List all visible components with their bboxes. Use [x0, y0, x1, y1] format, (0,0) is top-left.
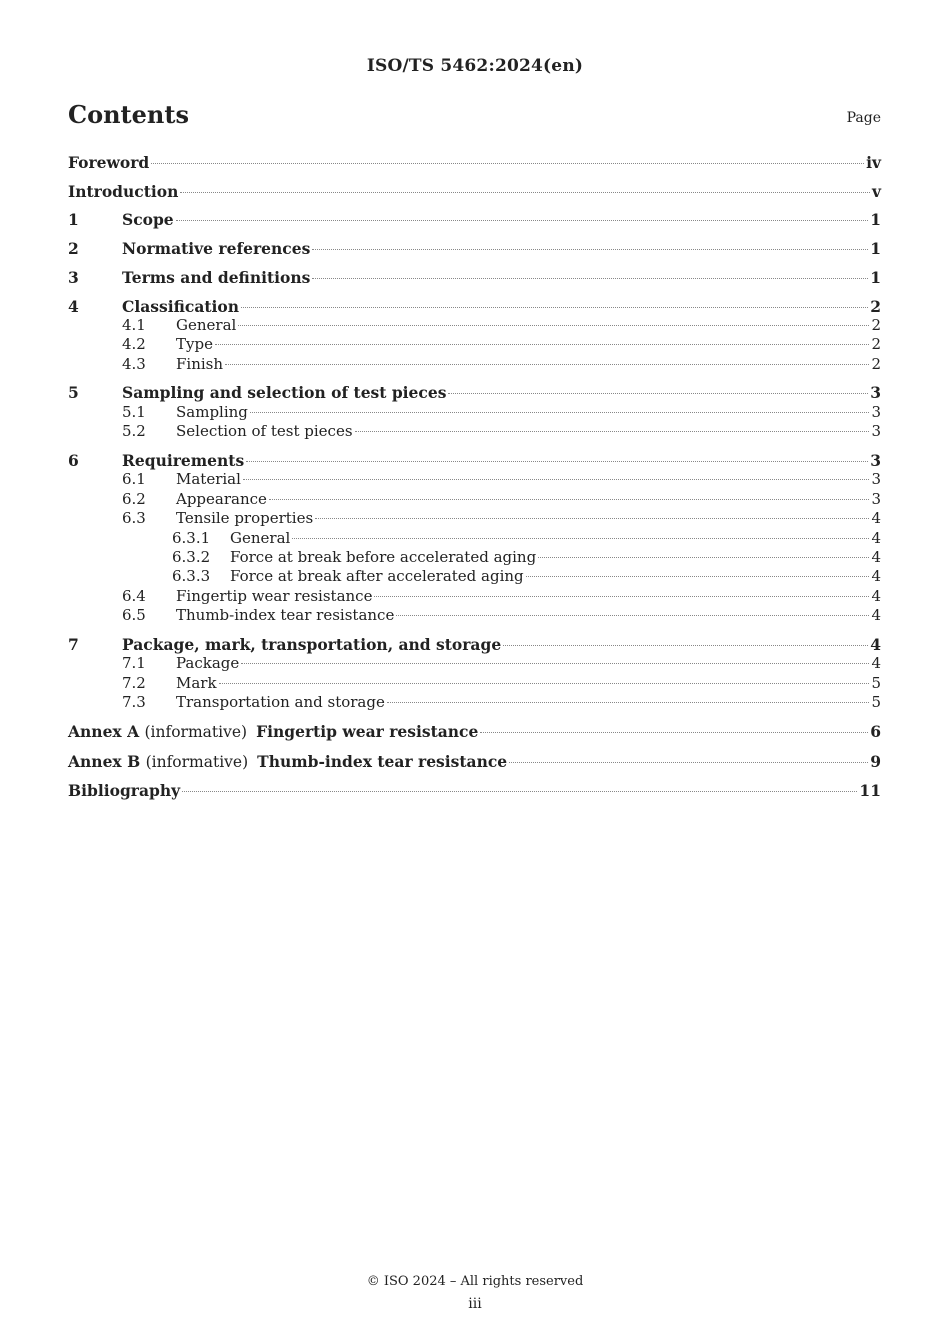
toc-entry-page: 4	[871, 509, 881, 528]
dot-leader	[182, 791, 857, 792]
toc-entry-number: 6	[68, 450, 79, 470]
page-number: iii	[468, 1296, 482, 1312]
toc-entry-title: Appearance	[176, 489, 267, 508]
dot-leader	[241, 307, 868, 308]
toc-entry[interactable]	[68, 693, 881, 712]
toc-entry-number: 2	[68, 239, 79, 259]
dot-leader	[246, 461, 868, 462]
toc-entry-title: Requirements	[122, 450, 245, 470]
toc-entry-title: General	[230, 528, 291, 547]
toc-annex-label: Annex B	[68, 751, 141, 771]
toc-entry-page: 4	[871, 528, 881, 547]
toc-entry[interactable]	[68, 355, 881, 374]
toc-entry-title: General	[176, 315, 237, 334]
dot-leader	[238, 325, 869, 326]
toc-entry[interactable]	[68, 316, 881, 335]
toc-entry-page: 4	[870, 634, 881, 654]
contents-title: Contents	[68, 100, 189, 129]
dot-leader	[225, 364, 869, 365]
dot-leader	[312, 249, 868, 250]
toc-entry[interactable]	[68, 210, 881, 229]
toc-entry[interactable]	[68, 654, 881, 673]
toc-entry-number: 6.4	[122, 586, 146, 605]
toc-entry-number: 7	[68, 634, 79, 654]
toc-annex-info: (informative)	[144, 722, 248, 741]
toc-entry[interactable]	[68, 451, 881, 470]
toc-entry-number: 7.1	[122, 654, 146, 673]
toc-entry-title: Force at break after accelerated aging	[230, 567, 524, 586]
toc-entry-page: 2	[871, 335, 881, 354]
toc-entry-page: 3	[870, 383, 881, 403]
toc-entry-title: Fingertip wear resistance	[176, 586, 373, 605]
toc-entry[interactable]	[68, 752, 881, 772]
toc-entry-number: 4.1	[122, 315, 146, 334]
dot-leader	[526, 576, 870, 577]
toc-entry-number: 4.3	[122, 354, 146, 373]
toc-entry-title: Bibliography	[68, 781, 181, 801]
toc-entry-page: 1	[870, 239, 881, 259]
toc-annex-label: Annex A	[68, 721, 140, 741]
toc-entry-number: 6.3	[122, 509, 146, 528]
toc-entry-number: 4.2	[122, 335, 146, 354]
toc-entry-number: 4	[68, 296, 79, 316]
dot-leader	[215, 344, 869, 345]
toc-entry-number: 7.3	[122, 693, 146, 712]
toc-entry-page: iv	[866, 153, 881, 172]
dot-leader	[315, 518, 869, 519]
dot-leader	[538, 557, 869, 558]
toc-entry-title: Package, mark, transportation, and storage	[122, 634, 502, 654]
table-of-contents	[68, 150, 881, 801]
toc-entry-title: Sampling and selection of test pieces	[122, 383, 447, 403]
toc-entry-title: Thumb-index tear resistance	[176, 606, 395, 625]
dot-leader	[387, 702, 870, 703]
toc-entry-title: Terms and definitions	[122, 267, 311, 287]
dot-leader	[243, 479, 870, 480]
toc-entry[interactable]	[68, 470, 881, 489]
toc-entry-number: 7.2	[122, 673, 146, 692]
toc-entry-number: 5.2	[122, 422, 146, 441]
toc-entry-page: 4	[871, 606, 881, 625]
toc-entry-page: 9	[870, 751, 881, 771]
copyright-notice: © ISO 2024 – All rights reserved	[366, 1274, 584, 1289]
toc-entry[interactable]	[68, 268, 881, 287]
toc-entry-number: 6.5	[122, 606, 146, 625]
dot-leader	[374, 596, 869, 597]
toc-entry-number: 6.3.2	[172, 547, 211, 566]
dot-leader	[250, 412, 870, 413]
toc-entry[interactable]	[68, 153, 881, 172]
toc-entry-page: 3	[871, 470, 881, 489]
dot-leader	[355, 431, 870, 432]
toc-entry[interactable]	[68, 567, 881, 586]
toc-entry-page: 2	[871, 315, 881, 334]
toc-entry-title: Classification	[122, 296, 240, 316]
toc-entry[interactable]	[68, 722, 881, 742]
toc-entry-page: 1	[870, 267, 881, 287]
toc-entry[interactable]	[68, 635, 881, 654]
dot-leader	[292, 538, 869, 539]
toc-entry-title: Selection of test pieces	[176, 422, 353, 441]
toc-entry-number: 6.3.3	[172, 567, 211, 586]
toc-entry-title: Foreword	[68, 153, 150, 172]
toc-entry[interactable]	[68, 297, 881, 316]
toc-entry-number: 6.3.1	[172, 528, 211, 547]
toc-entry[interactable]	[68, 403, 881, 422]
toc-entry-title: Finish	[176, 354, 224, 373]
toc-entry-page: 5	[871, 693, 881, 712]
toc-entry-page: 4	[871, 547, 881, 566]
toc-entry-page: 3	[870, 450, 881, 470]
toc-entry-number: 6.2	[122, 489, 146, 508]
page-column-label: Page	[846, 110, 881, 126]
toc-entry-title: Material	[176, 470, 241, 489]
toc-entry-page: 5	[871, 673, 881, 692]
toc-entry-page: 1	[870, 210, 881, 230]
toc-entry[interactable]	[68, 239, 881, 258]
toc-entry[interactable]	[68, 383, 881, 402]
toc-entry-page: 6	[870, 721, 881, 741]
dot-leader	[312, 278, 868, 279]
dot-leader	[509, 762, 868, 763]
dot-leader	[241, 663, 869, 664]
toc-entry-title: Fingertip wear resistance	[256, 721, 479, 741]
dot-leader	[269, 499, 870, 500]
toc-entry-title: Tensile properties	[176, 509, 314, 528]
dot-leader	[176, 220, 869, 221]
toc-entry-number: 5	[68, 383, 79, 403]
toc-annex-info: (informative)	[145, 752, 249, 771]
toc-entry-page: 11	[859, 781, 881, 801]
toc-entry-page: 2	[871, 354, 881, 373]
toc-entry-number: 6.1	[122, 470, 146, 489]
toc-entry-title: Sampling	[176, 402, 248, 421]
toc-entry[interactable]	[68, 674, 881, 693]
toc-entry-page: 3	[871, 422, 881, 441]
toc-entry-page: 3	[871, 489, 881, 508]
toc-entry[interactable]	[68, 422, 881, 441]
dot-leader	[219, 683, 870, 684]
dot-leader	[480, 732, 868, 733]
dot-leader	[180, 192, 870, 193]
toc-entry-page: 4	[871, 567, 881, 586]
toc-entry-number: 1	[68, 210, 79, 230]
toc-entry[interactable]	[68, 335, 881, 354]
toc-entry-number: 5.1	[122, 402, 146, 421]
dot-leader	[151, 163, 864, 164]
toc-entry-page: 4	[871, 586, 881, 605]
dot-leader	[448, 393, 868, 394]
toc-entry[interactable]	[68, 606, 881, 625]
toc-entry[interactable]	[68, 490, 881, 509]
toc-entry[interactable]	[68, 529, 881, 548]
toc-entry-page: 4	[871, 654, 881, 673]
dot-leader	[503, 645, 868, 646]
toc-entry-page: 2	[870, 296, 881, 316]
toc-entry-title: Introduction	[68, 181, 179, 201]
dot-leader	[396, 615, 869, 616]
toc-entry-title: Mark	[176, 673, 217, 692]
toc-entry-title: Transportation and storage	[176, 693, 385, 712]
toc-entry[interactable]	[68, 509, 881, 528]
toc-entry-title: Thumb-index tear resistance	[257, 751, 508, 771]
document-id: ISO/TS 5462:2024(en)	[366, 56, 584, 76]
toc-entry-page: 3	[871, 402, 881, 421]
toc-entry[interactable]	[68, 781, 881, 800]
toc-entry[interactable]	[68, 587, 881, 606]
toc-entry[interactable]	[68, 548, 881, 567]
toc-entry[interactable]	[68, 182, 881, 201]
toc-entry-title: Scope	[122, 210, 174, 230]
toc-entry-title: Force at break before accelerated aging	[230, 547, 537, 566]
toc-entry-page: v	[871, 181, 881, 201]
toc-entry-title: Normative references	[122, 239, 311, 259]
toc-entry-number: 3	[68, 267, 79, 287]
toc-entry-title: Type	[176, 335, 213, 354]
toc-entry-title: Package	[176, 654, 240, 673]
